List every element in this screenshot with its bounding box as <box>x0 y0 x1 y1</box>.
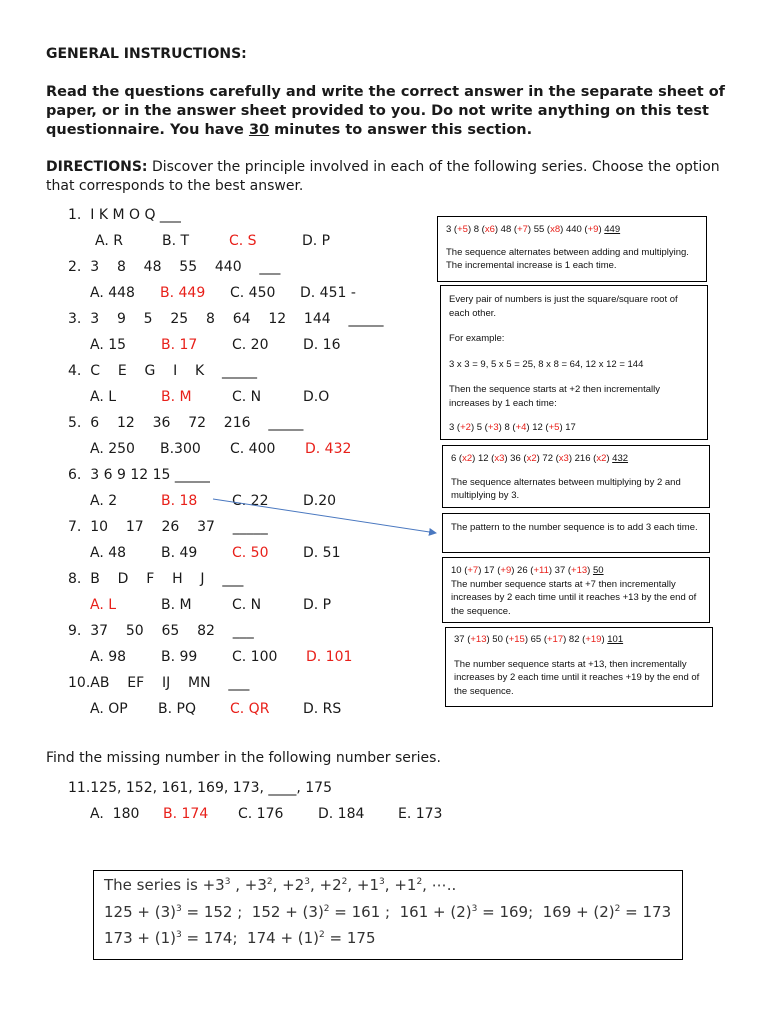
question-2: 2. 3 8 48 55 440 ___ <box>68 259 281 275</box>
explanation-text: The number sequence starts at +7 then incrementally increases by 2 each time until it reaches +13 by the end of the sequence. <box>451 578 697 617</box>
question-11-option-e[interactable]: E. 173 <box>398 806 443 822</box>
question-3-option-d[interactable]: D. 16 <box>303 337 341 353</box>
question-9-option-a[interactable]: A. 98 <box>90 649 127 665</box>
instructions-text: Read the questions carefully and write the correct answer in the separate sheet of paper, or in the answer sheet provided to you. Do not write anything on this test questionnaire. You have <box>46 84 725 138</box>
explanation-text: The number sequence starts at +13, then incrementally increases by 2 each time until it reaches +19 by the end of the sequence. <box>454 658 700 697</box>
directions-text: Discover the principle involved in each of the following series. Choose the option that corresponds to the best answer. <box>46 159 720 194</box>
question-6-option-d[interactable]: D.20 <box>303 493 337 509</box>
question-4-option-a[interactable]: A. L <box>90 389 117 405</box>
series-line-2: $125 + (3)^3 = 152$ ; $152 + (3)^2 = 161$ ; $161 + (2)^3 = 169$; $169 + (2)^2 = 173$ <box>104 903 672 921</box>
question-3-option-a[interactable]: A. 15 <box>90 337 127 353</box>
question-5-option-d[interactable]: D. 432 <box>305 441 352 457</box>
question-7-option-b[interactable]: B. 49 <box>161 545 198 561</box>
question-2-option-a[interactable]: A. 448 <box>90 285 135 301</box>
question-2-option-b[interactable]: B. 449 <box>160 285 206 301</box>
question-5-option-c[interactable]: C. 400 <box>230 441 276 457</box>
explanation-text: The sequence alternates between multiplying by 2 and multiplying by 3. <box>451 476 681 501</box>
series-line-1: The series is $+3^3$ , $+3^2$, $+2^3$, $+2^2$, $+1^3$, $+1^2$, ⋯.. <box>104 876 457 894</box>
question-11-option-c[interactable]: C. 176 <box>238 806 284 822</box>
explanation-sequence: 6 (x2) 12 (x3) 36 (x2) 72 (x3) 216 (x2) 432 <box>451 453 629 464</box>
question-3-option-b[interactable]: B. 17 <box>161 337 198 353</box>
instructions-text-end: minutes to answer this section. <box>269 122 533 138</box>
explanation-text: Every pair of numbers is just the square/square root of each other. <box>449 294 678 319</box>
question-8-option-d[interactable]: D. P <box>303 597 332 613</box>
question-6: 6. 3 6 9 12 15 _____ <box>68 467 210 483</box>
question-3: 3. 3 9 5 25 8 64 12 144 _____ <box>68 311 384 327</box>
question-4-option-c[interactable]: C. N <box>232 389 262 405</box>
question-1-option-b[interactable]: B. T <box>162 233 190 249</box>
question-8-option-b[interactable]: B. M <box>161 597 192 613</box>
question-8: 8. B D F H J ___ <box>68 571 244 587</box>
series-line-1-prefix: The series is +3 <box>104 876 225 894</box>
question-6-option-c[interactable]: C. 22 <box>232 493 269 509</box>
question-5-option-b[interactable]: B.300 <box>160 441 201 457</box>
question-6-option-a[interactable]: A. 2 <box>90 493 118 509</box>
question-10-option-a[interactable]: A. OP <box>90 701 128 717</box>
question-10-option-b[interactable]: B. PQ <box>158 701 196 717</box>
section2-instruction: Find the missing number in the following number series. <box>46 750 441 766</box>
question-10-option-d[interactable]: D. RS <box>303 701 342 717</box>
question-9-option-d[interactable]: D. 101 <box>306 649 353 665</box>
question-11-option-a[interactable]: A. 180 <box>90 806 140 822</box>
question-1-option-c[interactable]: C. S <box>229 233 257 249</box>
explanation-sequence: 10 (+7) 17 (+9) 26 (+11) 37 (+13) 50 <box>451 565 604 576</box>
question-4: 4. C E G I K _____ <box>68 363 258 379</box>
question-7-option-d[interactable]: D. 51 <box>303 545 341 561</box>
question-10: 10.AB EF IJ MN ___ <box>68 675 250 691</box>
directions-label: DIRECTIONS: <box>46 159 148 175</box>
explanation-sequence: 3 (+5) 8 (x6) 48 (+7) 55 (x8) 440 (+9) 449 <box>446 224 621 235</box>
question-8-option-c[interactable]: C. N <box>232 597 262 613</box>
series-explanation-box <box>93 870 683 960</box>
question-3-option-c[interactable]: C. 20 <box>232 337 269 353</box>
explanation-sequence: 3 (+2) 5 (+3) 8 (+4) 12 (+5) 17 <box>449 422 576 433</box>
question-11-option-b[interactable]: B. 174 <box>163 806 209 822</box>
question-4-option-d[interactable]: D.O <box>303 389 330 405</box>
question-1-option-a[interactable]: A. R <box>95 233 123 249</box>
question-10-option-c[interactable]: C. QR <box>230 701 270 717</box>
question-8-option-a[interactable]: A. L <box>90 597 117 613</box>
question-6-option-b[interactable]: B. 18 <box>161 493 198 509</box>
question-2-option-c[interactable]: C. 450 <box>230 285 276 301</box>
question-4-option-b[interactable]: B. M <box>161 389 192 405</box>
question-9: 9. 37 50 65 82 ___ <box>68 623 254 639</box>
explanation-text: For example: <box>449 333 505 344</box>
question-5: 5. 6 12 36 72 216 _____ <box>68 415 304 431</box>
question-9-option-b[interactable]: B. 99 <box>161 649 198 665</box>
question-2-option-d[interactable]: D. 451 - <box>300 285 356 301</box>
question-11: 11.125, 152, 161, 169, 173, ____, 175 <box>68 780 332 796</box>
explanation-text: Then the sequence starts at +2 then incrementally increases by 1 each time: <box>449 384 660 409</box>
question-7-option-a[interactable]: A. 48 <box>90 545 127 561</box>
explanation-text: The pattern to the number sequence is to add 3 each time. <box>451 522 698 533</box>
question-11-option-d[interactable]: D. 184 <box>318 806 365 822</box>
question-7-option-c[interactable]: C. 50 <box>232 545 269 561</box>
series-line-3-start: 173 + (1) <box>104 929 176 947</box>
question-1: 1. I K M O Q ___ <box>68 207 181 223</box>
explanation-text: 3 x 3 = 9, 5 x 5 = 25, 8 x 8 = 64, 12 x 12 = 144 <box>449 358 644 370</box>
series-line-3: $173 + (1)^3 = 174$; $174 + (1)^2 = 175$ <box>104 929 376 947</box>
question-9-option-c[interactable]: C. 100 <box>232 649 278 665</box>
explanation-text: The sequence alternates between adding and multiplying. The incremental increase is 1 each time. <box>446 246 689 271</box>
question-1-option-d[interactable]: D. P <box>302 233 331 249</box>
general-instructions-title: GENERAL INSTRUCTIONS: <box>46 46 247 62</box>
question-5-option-a[interactable]: A. 250 <box>90 441 135 457</box>
minutes-value: 30 <box>248 122 270 138</box>
series-line-2-start: 125 + (3) <box>104 903 176 921</box>
explanation-sequence: 37 (+13) 50 (+15) 65 (+17) 82 (+19) 101 <box>454 634 624 645</box>
question-7: 7. 10 17 26 37 _____ <box>68 519 268 535</box>
